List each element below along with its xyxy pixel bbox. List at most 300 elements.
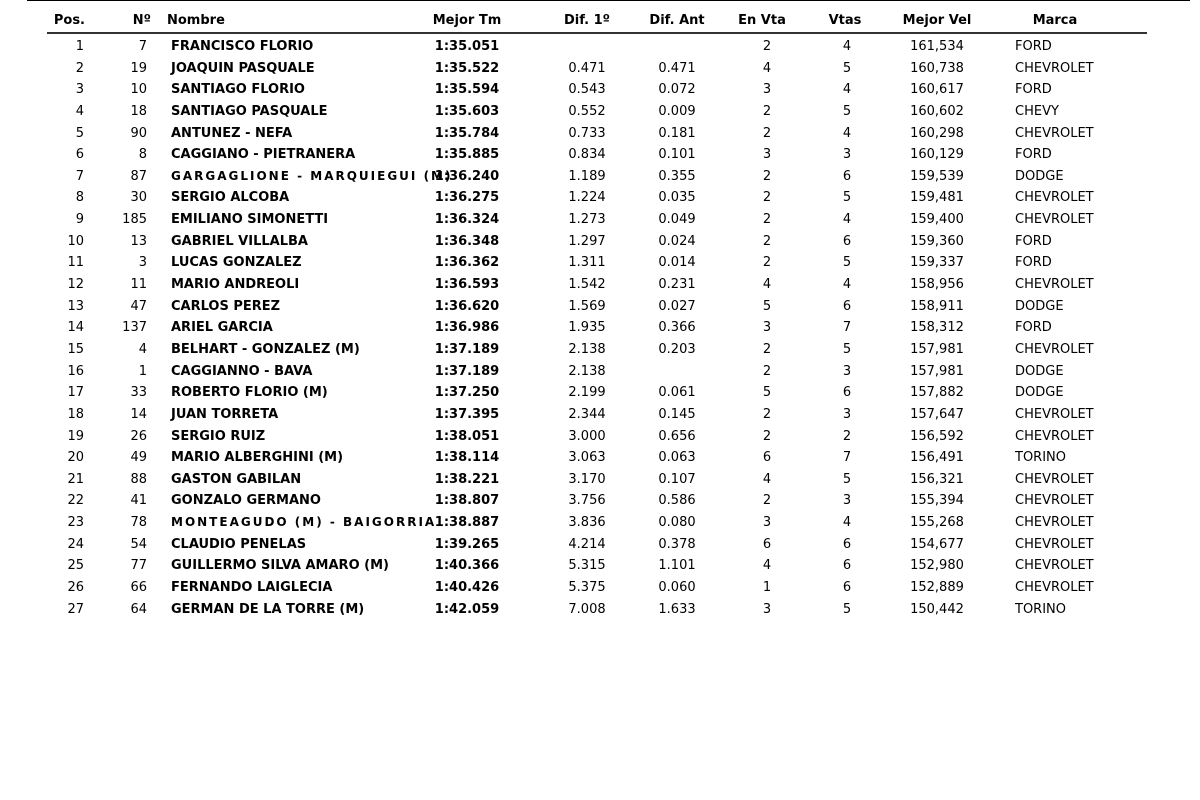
cell-best-time: 1:38.051 [434,428,500,444]
cell-on-lap: 2 [762,168,772,184]
table-row [47,512,1147,534]
cell-dif-first: 5.375 [568,580,606,596]
cell-name: FERNANDO LAIGLECIA [171,580,333,596]
cell-name: GARGAGLIONE - MARQUIEGUI (M) [171,168,453,183]
cell-best-time: 1:36.620 [434,298,500,314]
table-row [47,577,1147,599]
cell-brand: CHEVROLET [1015,212,1094,228]
table-row [47,187,1147,209]
header-best-time: Mejor Tm [432,13,502,28]
cell-name: ARIEL GARCIA [171,320,273,336]
cell-best-time: 1:37.189 [434,341,500,357]
table-row [47,534,1147,556]
cell-on-lap: 2 [762,363,772,379]
cell-on-lap: 2 [762,103,772,119]
cell-dif-prev: 0.471 [658,60,696,76]
cell-laps: 4 [842,125,852,141]
cell-dif-first: 7.008 [568,601,606,617]
cell-best-time: 1:35.603 [434,103,500,119]
cell-num: 8 [138,147,147,163]
cell-dif-prev: 0.063 [658,450,696,466]
cell-laps: 4 [842,39,852,54]
header-pos: Pos. [53,13,85,28]
cell-brand: CHEVROLET [1015,428,1094,444]
cell-best-time: 1:40.426 [434,580,500,596]
table-row [47,274,1147,296]
cell-best-speed: 159,400 [910,212,964,228]
cell-dif-first: 3.063 [568,450,606,466]
table-row [47,490,1147,512]
cell-dif-first: 3.170 [568,471,606,487]
cell-best-time: 1:35.594 [434,82,500,98]
cell-pos: 16 [67,363,84,379]
cell-best-speed: 156,491 [910,450,964,466]
cell-best-time: 1:39.265 [434,536,500,552]
cell-best-time: 1:35.522 [434,60,500,76]
cell-laps: 5 [842,190,852,206]
cell-name: MARIO ANDREOLI [171,277,300,293]
cell-name: GABRIEL VILLALBA [171,233,308,249]
cell-on-lap: 2 [762,190,772,206]
cell-brand: FORD [1015,147,1052,163]
cell-dif-prev: 0.061 [658,385,696,401]
cell-dif-prev: 0.014 [658,255,696,271]
cell-dif-first: 3.836 [568,515,606,531]
cell-laps: 6 [842,168,852,184]
cell-name: SERGIO RUIZ [171,428,266,444]
cell-dif-first: 0.471 [568,60,606,76]
header-best-speed: Mejor Vel [902,13,972,28]
cell-num: 54 [130,536,147,552]
cell-on-lap: 5 [762,298,772,314]
cell-dif-prev: 0.145 [658,406,696,422]
cell-dif-prev: 0.107 [658,471,696,487]
cell-laps: 4 [842,277,852,293]
header-laps: Vtas [828,13,862,28]
cell-brand: DODGE [1015,298,1064,314]
cell-dif-first: 3.000 [568,428,606,444]
cell-name: SANTIAGO FLORIO [171,82,305,98]
cell-laps: 6 [842,536,852,552]
cell-dif-prev: 0.366 [658,320,696,336]
cell-pos: 8 [75,190,84,206]
cell-pos: 11 [67,255,84,271]
cell-name: CLAUDIO PENELAS [171,536,307,552]
cell-best-time: 1:37.395 [434,406,500,422]
cell-best-speed: 152,889 [910,580,964,596]
header-on-lap: En Vta [738,13,786,28]
cell-num: 41 [130,493,147,509]
cell-laps: 3 [842,406,852,422]
cell-brand: FORD [1015,82,1052,98]
header-dif-prev: Dif. Ant [649,13,705,28]
cell-dif-first: 1.224 [568,190,606,206]
cell-brand: TORINO [1015,601,1066,617]
cell-brand: CHEVROLET [1015,190,1094,206]
cell-best-time: 1:36.275 [434,190,500,206]
cell-pos: 17 [67,385,84,401]
cell-name: CARLOS PEREZ [171,298,281,314]
cell-laps: 6 [842,558,852,574]
table-row [47,231,1147,253]
cell-dif-first: 0.543 [568,82,606,98]
table-row [47,469,1147,491]
cell-pos: 27 [67,601,84,617]
cell-num: 137 [122,320,147,336]
cell-laps: 5 [842,341,852,357]
cell-on-lap: 2 [762,255,772,271]
cell-num: 10 [130,82,147,98]
cell-laps: 5 [842,601,852,617]
cell-dif-prev: 0.231 [658,277,696,293]
cell-pos: 7 [75,168,84,184]
cell-num: 47 [130,298,147,314]
cell-brand: FORD [1015,39,1052,54]
cell-best-speed: 155,268 [910,515,964,531]
cell-best-speed: 160,129 [910,147,964,163]
cell-brand: FORD [1015,233,1052,249]
cell-best-time: 1:37.250 [434,385,500,401]
cell-best-time: 1:38.807 [434,493,500,509]
cell-brand: TORINO [1015,450,1066,466]
cell-on-lap: 3 [762,147,772,163]
cell-pos: 25 [67,558,84,574]
table-row [47,144,1147,166]
cell-brand: DODGE [1015,363,1064,379]
cell-best-speed: 158,911 [910,298,964,314]
cell-laps: 6 [842,298,852,314]
cell-brand: FORD [1015,255,1052,271]
cell-pos: 2 [75,60,84,76]
cell-pos: 5 [75,125,84,141]
cell-on-lap: 2 [762,428,772,444]
cell-dif-prev: 0.101 [658,147,696,163]
cell-best-time: 1:36.324 [434,212,500,228]
cell-pos: 20 [67,450,84,466]
table-row [47,166,1147,188]
cell-dif-first: 1.311 [568,255,606,271]
cell-dif-first: 0.834 [568,147,606,163]
cell-best-speed: 155,394 [910,493,964,509]
cell-num: 78 [130,515,147,531]
table-row [47,555,1147,577]
cell-best-speed: 159,481 [910,190,964,206]
cell-on-lap: 3 [762,601,772,617]
cell-best-time: 1:36.986 [434,320,500,336]
cell-dif-prev: 0.656 [658,428,696,444]
cell-brand: CHEVROLET [1015,125,1094,141]
cell-num: 14 [130,406,147,422]
cell-brand: CHEVROLET [1015,60,1094,76]
cell-dif-first: 1.189 [568,168,606,184]
cell-brand: CHEVROLET [1015,493,1094,509]
cell-num: 30 [130,190,147,206]
cell-on-lap: 3 [762,515,772,531]
cell-pos: 12 [67,277,84,293]
cell-on-lap: 1 [762,580,772,596]
cell-on-lap: 4 [762,60,772,76]
cell-best-speed: 159,539 [910,168,964,184]
cell-best-speed: 154,677 [910,536,964,552]
table-row [47,317,1147,339]
cell-num: 88 [130,471,147,487]
cell-laps: 3 [842,363,852,379]
cell-brand: CHEVROLET [1015,580,1094,596]
cell-name: JOAQUIN PASQUALE [171,60,315,76]
cell-num: 185 [122,212,147,228]
cell-best-speed: 157,882 [910,385,964,401]
cell-num: 1 [138,363,147,379]
cell-dif-first: 0.552 [568,103,606,119]
cell-num: 77 [130,558,147,574]
cell-dif-prev: 0.027 [658,298,696,314]
cell-on-lap: 2 [762,341,772,357]
results-table [47,10,1147,620]
cell-dif-first: 4.214 [568,536,606,552]
header-num: Nº [132,13,151,28]
cell-best-speed: 160,298 [910,125,964,141]
cell-best-speed: 157,981 [910,363,964,379]
header-dif-first: Dif. 1º [563,13,611,28]
cell-pos: 9 [75,212,84,228]
cell-name: ANTUNEZ - NEFA [171,125,293,141]
cell-on-lap: 2 [762,212,772,228]
cell-name: JUAN TORRETA [171,406,279,422]
cell-best-time: 1:35.784 [434,125,500,141]
cell-best-time: 1:36.348 [434,233,500,249]
cell-num: 33 [130,385,147,401]
cell-on-lap: 6 [762,536,772,552]
cell-on-lap: 3 [762,320,772,336]
table-row [47,599,1147,621]
cell-best-time: 1:36.593 [434,277,500,293]
cell-num: 7 [138,39,147,54]
cell-laps: 6 [842,580,852,596]
table-row [47,426,1147,448]
cell-laps: 4 [842,212,852,228]
cell-num: 11 [130,277,147,293]
cell-best-speed: 159,360 [910,233,964,249]
cell-brand: DODGE [1015,385,1064,401]
table-row [47,252,1147,274]
cell-name: GUILLERMO SILVA AMARO (M) [171,558,389,574]
cell-pos: 3 [75,82,84,98]
cell-brand: CHEVROLET [1015,277,1094,293]
cell-on-lap: 3 [762,82,772,98]
cell-dif-first: 1.935 [568,320,606,336]
cell-num: 26 [130,428,147,444]
cell-name: GASTON GABILAN [171,471,302,487]
cell-brand: CHEVROLET [1015,536,1094,552]
table-row [47,382,1147,404]
cell-dif-prev: 0.024 [658,233,696,249]
cell-best-speed: 157,647 [910,406,964,422]
cell-num: 87 [130,168,147,184]
cell-name: CAGGIANNO - BAVA [171,363,313,379]
cell-best-time: 1:36.362 [434,255,500,271]
cell-pos: 6 [75,147,84,163]
table-row [47,79,1147,101]
cell-num: 49 [130,450,147,466]
cell-name: CAGGIANO - PIETRANERA [171,147,356,163]
cell-laps: 6 [842,385,852,401]
cell-best-speed: 158,312 [910,320,964,336]
cell-laps: 3 [842,147,852,163]
cell-dif-first: 2.344 [568,406,606,422]
cell-num: 3 [138,255,147,271]
cell-dif-first: 0.733 [568,125,606,141]
cell-on-lap: 4 [762,558,772,574]
cell-laps: 5 [842,471,852,487]
cell-dif-prev: 0.355 [658,168,696,184]
cell-num: 90 [130,125,147,141]
cell-brand: CHEVROLET [1015,515,1094,531]
cell-brand: DODGE [1015,168,1064,184]
table-row [47,58,1147,80]
cell-dif-prev: 1.101 [658,558,696,574]
cell-pos: 18 [67,406,84,422]
cell-name: FRANCISCO FLORIO [171,39,314,54]
cell-dif-first: 2.138 [568,363,606,379]
table-row [47,339,1147,361]
cell-dif-prev: 0.080 [658,515,696,531]
cell-name: EMILIANO SIMONETTI [171,212,329,228]
cell-best-time: 1:35.051 [434,39,500,54]
cell-dif-prev: 0.035 [658,190,696,206]
cell-best-time: 1:37.189 [434,363,500,379]
cell-num: 4 [138,341,147,357]
cell-pos: 22 [67,493,84,509]
cell-laps: 5 [842,60,852,76]
table-row [47,36,1147,58]
cell-name: SERGIO ALCOBA [171,190,290,206]
cell-name: GERMAN DE LA TORRE (M) [171,601,365,617]
cell-on-lap: 6 [762,450,772,466]
cell-dif-prev: 0.060 [658,580,696,596]
cell-pos: 24 [67,536,84,552]
cell-laps: 3 [842,493,852,509]
table-row [47,123,1147,145]
table-row [47,101,1147,123]
cell-name: MONTEAGUDO (M) - BAIGORRIA [171,515,437,530]
cell-best-speed: 160,617 [910,82,964,98]
header-name: Nombre [167,13,225,28]
cell-best-speed: 156,592 [910,428,964,444]
cell-on-lap: 2 [762,39,772,54]
cell-name: SANTIAGO PASQUALE [171,103,328,119]
cell-num: 19 [130,60,147,76]
cell-num: 13 [130,233,147,249]
cell-dif-first: 1.569 [568,298,606,314]
cell-best-time: 1:40.366 [434,558,500,574]
cell-dif-first: 5.315 [568,558,606,574]
cell-pos: 4 [75,103,84,119]
cell-on-lap: 4 [762,471,772,487]
cell-best-time: 1:38.114 [434,450,500,466]
cell-brand: CHEVROLET [1015,341,1094,357]
cell-brand: CHEVROLET [1015,558,1094,574]
cell-best-speed: 160,602 [910,103,964,119]
cell-laps: 2 [842,428,852,444]
cell-name: ROBERTO FLORIO (M) [171,385,328,401]
cell-best-time: 1:38.887 [434,515,500,531]
cell-dif-prev: 0.009 [658,103,696,119]
cell-best-speed: 157,981 [910,341,964,357]
cell-dif-first: 1.542 [568,277,606,293]
cell-on-lap: 4 [762,277,772,293]
cell-dif-prev: 0.203 [658,341,696,357]
header-brand: Marca [1032,13,1078,28]
cell-laps: 5 [842,103,852,119]
cell-on-lap: 5 [762,385,772,401]
cell-name: GONZALO GERMANO [171,493,321,509]
cell-pos: 1 [75,39,84,54]
cell-best-speed: 160,738 [910,60,964,76]
table-row [47,447,1147,469]
cell-dif-prev: 0.586 [658,493,696,509]
cell-brand: CHEVROLET [1015,406,1094,422]
cell-pos: 26 [67,580,84,596]
cell-dif-prev: 0.049 [658,212,696,228]
cell-pos: 13 [67,298,84,314]
cell-dif-first: 1.273 [568,212,606,228]
cell-laps: 5 [842,255,852,271]
cell-best-time: 1:36.240 [434,168,500,184]
cell-pos: 23 [67,515,84,531]
cell-pos: 19 [67,428,84,444]
cell-brand: FORD [1015,320,1052,336]
cell-best-time: 1:42.059 [434,601,500,617]
cell-dif-prev: 0.181 [658,125,696,141]
cell-on-lap: 2 [762,406,772,422]
table-row [47,404,1147,426]
cell-best-speed: 150,442 [910,601,964,617]
cell-laps: 4 [842,515,852,531]
cell-dif-first: 2.199 [568,385,606,401]
cell-laps: 4 [842,82,852,98]
cell-best-time: 1:35.885 [434,147,500,163]
cell-pos: 15 [67,341,84,357]
cell-best-speed: 161,534 [910,39,964,54]
cell-num: 64 [130,601,147,617]
cell-best-speed: 159,337 [910,255,964,271]
cell-best-speed: 158,956 [910,277,964,293]
cell-num: 66 [130,580,147,596]
cell-best-time: 1:38.221 [434,471,500,487]
cell-brand: CHEVROLET [1015,471,1094,487]
table-row [47,361,1147,383]
cell-pos: 14 [67,320,84,336]
cell-dif-first: 3.756 [568,493,606,509]
cell-name: BELHART - GONZALEZ (M) [171,341,360,357]
table-header [47,10,1147,34]
cell-dif-prev: 1.633 [658,601,696,617]
cell-on-lap: 2 [762,125,772,141]
table-row [47,209,1147,231]
cell-dif-prev: 0.378 [658,536,696,552]
cell-best-speed: 156,321 [910,471,964,487]
cell-on-lap: 2 [762,233,772,249]
cell-laps: 6 [842,233,852,249]
cell-pos: 21 [67,471,84,487]
top-rule [27,0,1190,1]
cell-on-lap: 2 [762,493,772,509]
cell-dif-first: 2.138 [568,341,606,357]
cell-num: 18 [130,103,147,119]
cell-dif-first: 1.297 [568,233,606,249]
cell-name: MARIO ALBERGHINI (M) [171,450,344,466]
table-body [47,34,1147,620]
